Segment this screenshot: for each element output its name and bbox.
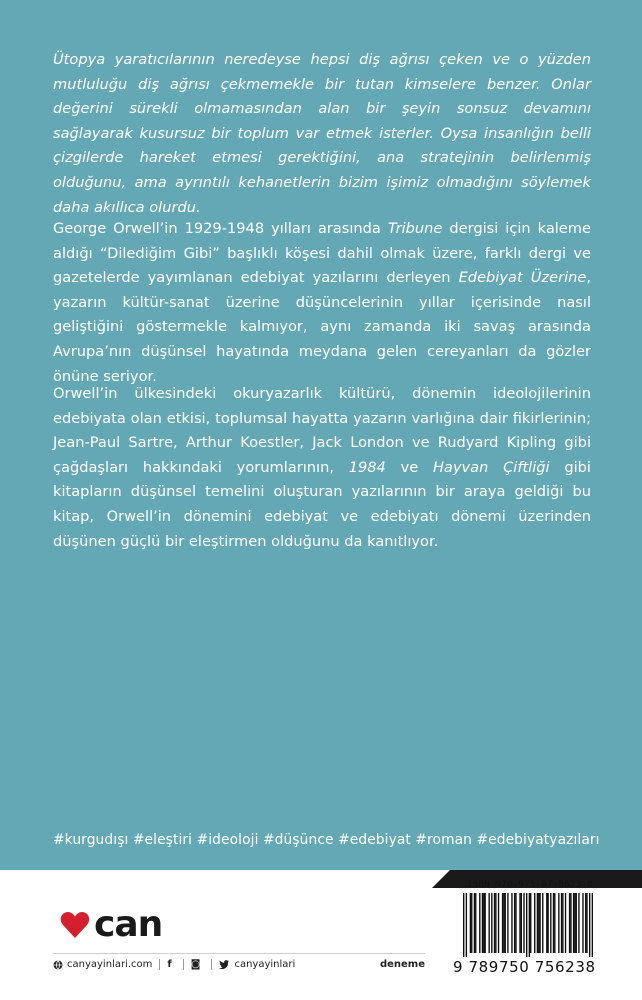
- description-paragraph-1: [53, 217, 591, 389]
- description-paragraph-2: [53, 382, 591, 554]
- barcode-bar: [554, 893, 555, 953]
- barcode-bar: [505, 893, 506, 953]
- barcode-bar: [547, 893, 548, 953]
- barcode-bar: [539, 893, 540, 953]
- barcode-bar: [470, 893, 471, 953]
- twitter-icon: [219, 960, 229, 969]
- barcode-bar: [511, 893, 512, 953]
- barcode-bar: [466, 893, 467, 957]
- para1-title-tribune: Tribune: [387, 220, 443, 237]
- barcode-bar: [534, 893, 535, 953]
- twitter-handle[interactable]: canyayinlari: [234, 959, 296, 970]
- barcode-bar: [569, 893, 570, 953]
- barcode-bar: [482, 893, 483, 953]
- isbn-barcode: [463, 893, 593, 957]
- barcode-bar: [529, 893, 530, 957]
- cover-quote: Ütopya yaratıcılarının neredeyse hepsi diş ağrısı çeken ve o yüzden mutluluğu diş ağrısı çekmemekle bir tutan kimselere benzer. Onlar değerini sürekli olmamasından alan bir şeyin sonsuz devamını sağlayarak kusursuz bir toplum var etmek isterler. Oysa insanlığın belli çizgilerde hareket etmesi gerektiğini, ana stratejinin belirlenmiş olduğunu, ama ayrıntılı kehanetlerin bizim işimiz olmadığını söylemek daha akıllıca olurdu.: [53, 51, 591, 216]
- barcode-bar: [585, 893, 586, 953]
- barcode-bar: [526, 893, 527, 957]
- para1-text-c: dergisi için kaleme aldığı “Dilediğim Gibi” başlıklı köşesi dahil olmak üzere, farklı dergi ve gazetelerde yayımlanan edebiyat yazılarını derleyen: [53, 220, 591, 287]
- footer-divider: [53, 953, 425, 954]
- publisher-logo: [60, 905, 162, 945]
- barcode-bar: [542, 893, 543, 953]
- barcode-bar: [484, 893, 485, 953]
- barcode-bar: [498, 893, 499, 953]
- barcode-bar: [586, 893, 587, 953]
- para1-title-book: Edebiyat Üzerine: [458, 269, 587, 287]
- para1-text-e: , yazarın kültür-sanat üzerine düşüncelerinin yıllar içerisinde nasıl geliştiğini göstermekle kalmıyor, aynı zamanda iki savaş arasında Avrupa’nın düşünsel hayatında meydana gelen cereyanları da gözler önüne seriyor.: [53, 269, 591, 385]
- barcode-bar: [514, 893, 515, 953]
- barcode-bar: [515, 893, 516, 953]
- barcode-bar: [463, 893, 464, 957]
- barcode-bar: [479, 893, 480, 953]
- hashtags: #kurgudışı #eleştiri #ideoloji #düşünce #edebiyat #roman #edebiyatyazıları: [53, 832, 600, 848]
- barcode-bar: [474, 893, 475, 953]
- barcode-bar: [574, 893, 575, 953]
- logo-wordmark: can: [94, 904, 163, 945]
- facebook-icon[interactable]: f: [167, 959, 172, 970]
- barcode-bar: [471, 893, 472, 953]
- isbn-label: ISBN 978-975-07-5623-8: [467, 880, 593, 890]
- barcode-bar: [521, 893, 522, 953]
- barcode-bar: [538, 893, 539, 953]
- barcode-bar: [573, 893, 574, 953]
- barcode-bar: [582, 893, 583, 953]
- barcode-bar: [561, 893, 562, 953]
- barcode-bar: [578, 893, 579, 953]
- barcode-bar: [475, 893, 476, 953]
- barcode-bar: [503, 893, 504, 953]
- barcode-bar: [488, 893, 489, 953]
- barcode-bar: [494, 893, 495, 953]
- footer-separator: [211, 959, 212, 970]
- barcode-bar: [553, 893, 554, 953]
- heart-icon: [60, 911, 90, 939]
- barcode-bar: [519, 893, 520, 953]
- barcode-bar: [507, 893, 508, 953]
- para2-title-1984: 1984: [348, 458, 386, 476]
- barcode-bar: [562, 893, 563, 953]
- barcode-bar: [491, 893, 492, 953]
- barcode-bar: [483, 893, 484, 953]
- barcode-bar: [546, 893, 547, 953]
- genre-label: deneme: [379, 959, 425, 970]
- para2-text-a: Orwell’in ülkesindeki okuryazarlık kültürü, dönemin ideolojilerinin edebiyata olan etkisi, toplumsal hayatta yazarın varlığına dair fikirlerinin; Jean-Paul Sartre, Arthur Koestler, Jack London ve Rudyard Kipling gibi çağdaşları hakkındaki yorumlarının,: [53, 385, 591, 476]
- instagram-icon[interactable]: ◙: [190, 959, 201, 970]
- para2-text-e: gibi kitapların düşünsel temelini oluşturan yazılarının bir araya geldiği bu kitap, Orwell’in dönemini edebiyat ve edebiyatı dönemi üzerinden düşünen güçlü bir eleştirmen olduğunu da kanıtlıyor.: [53, 458, 591, 550]
- barcode-bar: [495, 893, 496, 953]
- barcode-bar: [565, 893, 566, 953]
- website-link[interactable]: canyayinlari.com: [67, 959, 153, 970]
- isbn-digits: 9 789750 756238: [453, 958, 596, 976]
- barcode-bar: [537, 893, 538, 953]
- barcode-bar: [530, 893, 531, 953]
- barcode-bar: [523, 893, 524, 953]
- barcode-bar: [558, 893, 559, 953]
- footer-separator: [159, 959, 160, 970]
- globe-icon: [53, 960, 63, 970]
- barcode-bar: [550, 893, 551, 953]
- publisher-footer: [53, 959, 425, 970]
- para2-text-c: ve: [385, 458, 433, 476]
- para1-text-a: George Orwell’in 1929-1948 yılları arasında: [53, 220, 388, 237]
- barcode-bar: [592, 893, 593, 957]
- para2-title-animal-farm: Hayvan Çiftliği: [432, 458, 550, 476]
- barcode-bar: [589, 893, 590, 957]
- barcode-bar: [570, 893, 571, 953]
- barcode-bar: [502, 893, 503, 953]
- footer-separator: [183, 959, 184, 970]
- barcode-bar: [576, 893, 577, 953]
